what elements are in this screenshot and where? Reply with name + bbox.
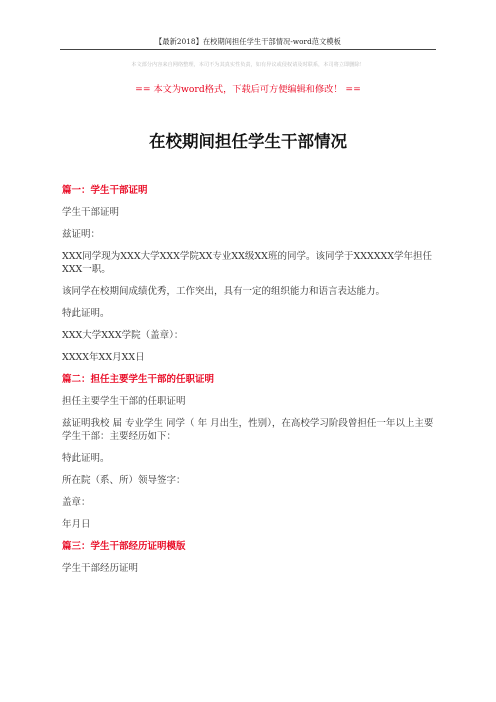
paragraph: XXXX年XX月XX日	[62, 352, 145, 363]
section-heading: 篇一：学生干部证明	[62, 185, 148, 196]
paragraph: 学生干部经历证明	[62, 563, 139, 574]
paragraph: 年月日	[62, 519, 91, 530]
copyright-notice: 本文部分内容来自网络整理，本司不为其真实性负责，如有异议或侵权请及时联系，本司将立即删除！	[131, 62, 365, 68]
paragraph: 特此证明。	[62, 453, 110, 464]
section-heading: 篇三：学生干部经历证明模版	[62, 541, 186, 552]
paragraph: 兹证明：	[62, 229, 101, 240]
paragraph: XXX大学XXX学院（盖章）：	[62, 330, 184, 341]
paragraph: 盖章：	[62, 497, 91, 508]
editable-banner: == 本文为word格式，下载后可方便编辑和修改！ ==	[135, 84, 361, 95]
paragraph: 该同学在校期间成绩优秀，工作突出，具有一定的组织能力和语言表达能力。	[62, 286, 386, 297]
document-body	[62, 184, 440, 584]
page-header: 【最新2018】在校期间担任学生干部情况-word范文模板	[155, 37, 341, 46]
paragraph: 所在院（系、所）领导签字：	[62, 475, 186, 486]
header-divider	[60, 49, 436, 50]
paragraph: 担任主要学生干部的任职证明	[62, 396, 186, 407]
paragraph: XXX同学现为XXX大学XXX学院XX专业XX级XX班的同学。该同学于XXXXXX学年担任XXX一职。	[62, 251, 433, 275]
section-heading: 篇二：担任主要学生干部的任职证明	[62, 374, 215, 385]
paragraph: 学生干部证明	[62, 207, 120, 218]
paragraph: 特此证明。	[62, 308, 110, 319]
document-title: 在校期间担任学生干部情况	[149, 132, 347, 151]
paragraph: 兹证明我校 届 专业学生 同学（ 年 月出生，性别），在高校学习阶段曾担任一年以上主要学生干部：主要经历如下：	[62, 418, 434, 442]
